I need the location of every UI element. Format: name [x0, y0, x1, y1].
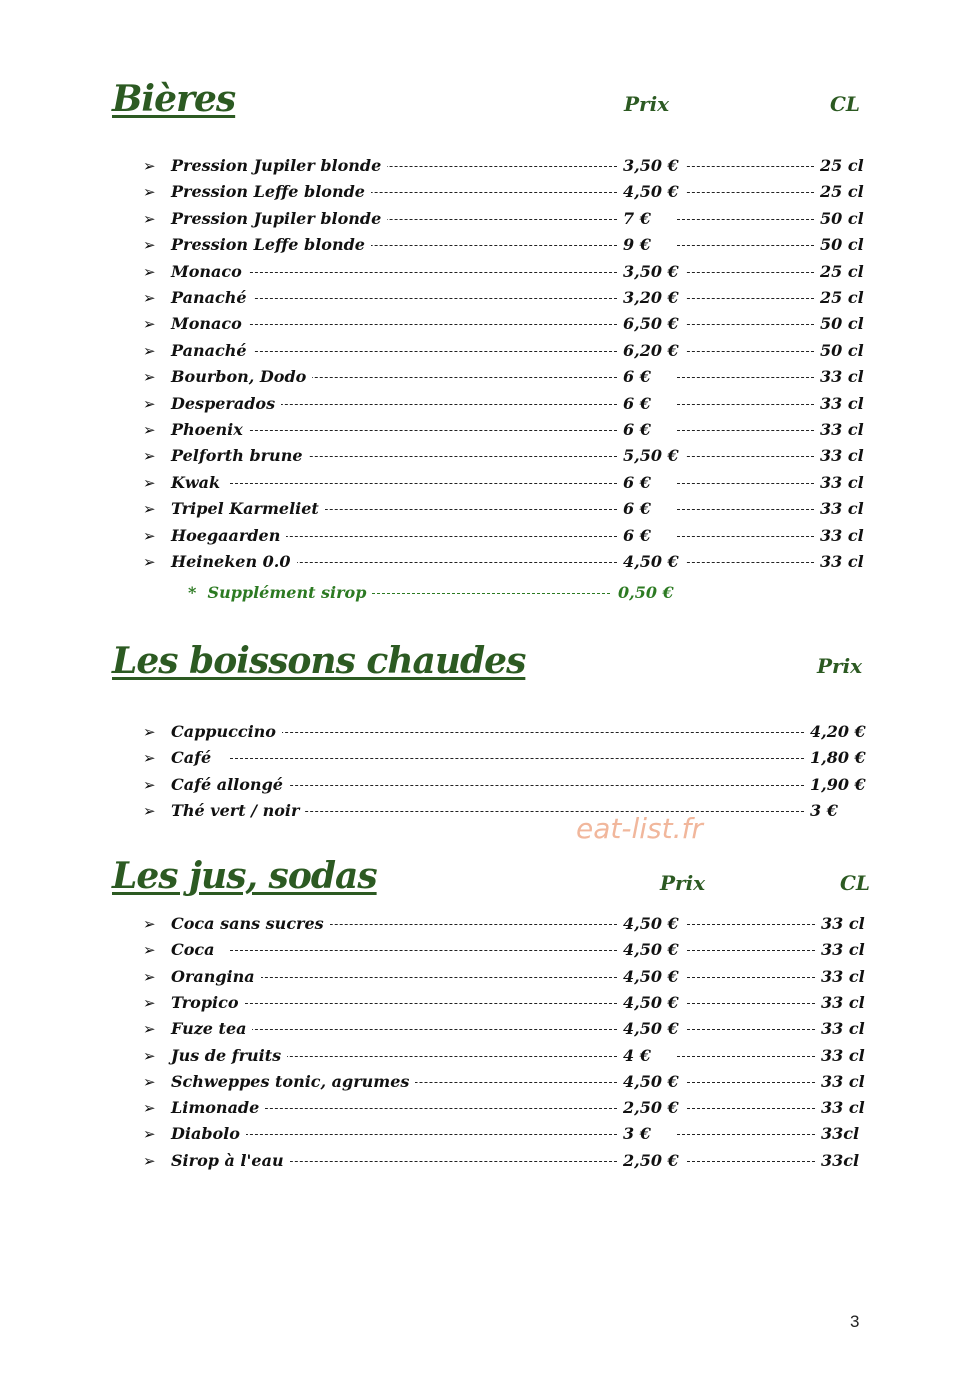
item-price: 6,50 €: [617, 311, 685, 337]
bullet-arrow-icon: ➢: [143, 1151, 156, 1170]
dot-leader: [230, 483, 617, 484]
dot-leader: [677, 351, 814, 352]
bullet-arrow-icon: ➢: [143, 1125, 156, 1144]
item-volume: 33 cl: [815, 1069, 865, 1095]
menu-row: [0, 443, 974, 469]
bullet-arrow-icon: ➢: [143, 915, 156, 933]
col-head-prix-chaudes: Prix: [817, 654, 863, 678]
bullet-arrow-icon: ➢: [143, 1020, 156, 1039]
bullet-arrow-icon: ➢: [143, 993, 156, 1012]
dot-leader: [677, 1082, 815, 1083]
item-price: 1,80 €: [804, 745, 872, 771]
menu-row: [0, 391, 974, 417]
item-volume: 50 cl: [814, 311, 864, 337]
menu-row: [0, 496, 974, 522]
dot-leader: [230, 1134, 617, 1135]
item-price: 4,50 €: [617, 937, 685, 963]
bullet-arrow-icon: ➢: [143, 183, 156, 202]
item-name: Panaché: [171, 338, 253, 364]
col-head-cl-jus: CL: [840, 871, 870, 895]
dot-leader: [677, 324, 814, 325]
menu-row: [0, 1121, 974, 1147]
item-volume: 25 cl: [814, 259, 864, 285]
item-price: 6 €: [617, 391, 657, 417]
item-volume: 33 cl: [815, 990, 865, 1016]
item-price: 5,50 €: [617, 443, 685, 469]
item-price: 3,50 €: [617, 153, 685, 179]
item-price: 6 €: [617, 496, 657, 522]
item-volume: 33 cl: [815, 937, 865, 963]
bullet-arrow-icon: ➢: [143, 394, 156, 413]
bullet-arrow-icon: ➢: [143, 1099, 156, 1118]
dot-leader: [677, 404, 814, 405]
dot-leader: [677, 456, 814, 457]
menu-row: [0, 719, 974, 745]
bullet-arrow-icon: ➢: [143, 775, 156, 794]
item-name: Schweppes tonic, agrumes: [171, 1069, 415, 1095]
item-name: Limonade: [171, 1095, 265, 1121]
item-volume: 50 cl: [814, 232, 864, 258]
item-price: 2,50 €: [617, 1148, 685, 1174]
item-name: Pression Jupiler blonde: [171, 206, 387, 232]
item-price: 4,50 €: [617, 1016, 685, 1042]
item-name: Panaché: [171, 285, 253, 311]
col-head-cl-bieres: CL: [830, 92, 860, 116]
dot-leader: [230, 351, 617, 352]
bullet-arrow-icon: ➢: [143, 262, 156, 281]
menu-row: [0, 1148, 974, 1174]
item-name: Phoenix: [171, 417, 249, 443]
bullet-arrow-icon: ➢: [143, 289, 156, 307]
menu-row: [0, 964, 974, 990]
item-volume: 33 cl: [814, 496, 864, 522]
item-name: Orangina: [171, 964, 261, 990]
item-price: 3 €: [617, 1121, 657, 1147]
dot-leader: [677, 1134, 815, 1135]
item-name: Jus de fruits: [171, 1043, 287, 1069]
dot-leader: [677, 950, 815, 951]
item-price: 4,50 €: [617, 990, 685, 1016]
item-price: 6 €: [617, 470, 657, 496]
dot-leader: [230, 977, 617, 978]
bullet-arrow-icon: ➢: [143, 553, 156, 571]
supplement-row: [0, 580, 974, 606]
menu-row: [0, 990, 974, 1016]
dot-leader: [677, 245, 814, 246]
menu-row: [0, 470, 974, 496]
item-price: 4,50 €: [617, 1069, 685, 1095]
item-name: Fuze tea: [171, 1016, 252, 1042]
item-name: Diabolo: [171, 1121, 246, 1147]
item-price: 6 €: [617, 417, 657, 443]
item-price: 7 €: [617, 206, 657, 232]
dot-leader: [677, 430, 814, 431]
dot-leader: [230, 536, 617, 537]
dot-leader: [677, 509, 814, 510]
dot-leader: [677, 1161, 815, 1162]
item-price: 9 €: [617, 232, 657, 258]
dot-leader: [230, 324, 617, 325]
bullet-arrow-icon: ➢: [143, 368, 156, 387]
menu-row: [0, 1069, 974, 1095]
item-name: Pression Leffe blonde: [171, 179, 371, 205]
item-name: Café: [171, 745, 217, 771]
item-price: 3,20 €: [617, 285, 685, 311]
dot-leader: [677, 272, 814, 273]
item-volume: 50 cl: [814, 206, 864, 232]
item-volume: 33 cl: [814, 549, 864, 575]
item-price: 4,50 €: [617, 911, 685, 937]
section-title-chaudes: Les boissons chaudes: [112, 640, 526, 682]
item-volume: 33 cl: [814, 523, 864, 549]
dot-leader: [230, 758, 804, 759]
dot-leader: [230, 298, 617, 299]
dot-leader: [230, 811, 804, 812]
dot-leader: [677, 1029, 815, 1030]
item-price: 6,20 €: [617, 338, 685, 364]
item-price: 6 €: [617, 523, 657, 549]
menu-row: [0, 1043, 974, 1069]
item-volume: 33 cl: [814, 391, 864, 417]
bullet-arrow-icon: ➢: [143, 157, 156, 175]
watermark: eat-list.fr: [576, 812, 703, 845]
dot-leader: [677, 298, 814, 299]
item-name: Pelforth brune: [171, 443, 309, 469]
bullet-arrow-icon: ➢: [143, 500, 156, 519]
item-volume: 33 cl: [814, 364, 864, 390]
item-volume: 33 cl: [814, 417, 864, 443]
item-price: 4,20 €: [804, 719, 872, 745]
bullet-arrow-icon: ➢: [143, 801, 156, 820]
dot-leader: [677, 1108, 815, 1109]
menu-row: [0, 549, 974, 575]
item-price: 2,50 €: [617, 1095, 685, 1121]
dot-leader: [230, 950, 617, 951]
item-volume: 33 cl: [815, 911, 865, 937]
item-name: Monaco: [171, 259, 248, 285]
item-volume: 33 cl: [814, 443, 864, 469]
item-volume: 50 cl: [814, 338, 864, 364]
item-price: 3 €: [804, 798, 844, 824]
menu-row: [0, 745, 974, 771]
menu-row: [0, 179, 974, 205]
dot-leader: [230, 430, 617, 431]
bullet-arrow-icon: ➢: [143, 447, 156, 466]
dot-leader: [230, 785, 804, 786]
item-price: 3,50 €: [617, 259, 685, 285]
col-head-prix-bieres: Prix: [624, 92, 670, 116]
dot-leader: [677, 483, 814, 484]
item-price: 1,90 €: [804, 772, 872, 798]
menu-row: [0, 523, 974, 549]
dot-leader: [230, 404, 617, 405]
bullet-arrow-icon: ➢: [143, 209, 156, 228]
menu-row: [0, 417, 974, 443]
item-price: 4 €: [617, 1043, 657, 1069]
item-name: Pression Jupiler blonde: [171, 153, 387, 179]
dot-leader: [230, 1003, 617, 1004]
dot-leader: [677, 1003, 815, 1004]
bullet-arrow-icon: ➢: [143, 236, 156, 255]
dot-leader: [230, 732, 804, 733]
menu-row: [0, 259, 974, 285]
dot-leader: [677, 166, 814, 167]
item-volume: 33 cl: [815, 1043, 865, 1069]
item-volume: 33 cl: [814, 470, 864, 496]
menu-row: [0, 911, 974, 937]
item-volume: 33cl: [815, 1148, 859, 1174]
item-name: Desperados: [171, 391, 281, 417]
dot-leader: [677, 562, 814, 563]
bullet-arrow-icon: ➢: [143, 941, 156, 960]
item-volume: 25 cl: [814, 153, 864, 179]
bullet-arrow-icon: ➢: [143, 473, 156, 492]
dot-leader: [230, 1029, 617, 1030]
bullet-arrow-icon: ➢: [143, 1072, 156, 1091]
item-volume: 33 cl: [815, 964, 865, 990]
item-name: Café allongé: [171, 772, 289, 798]
menu-row: [0, 1016, 974, 1042]
bullet-arrow-icon: ➢: [143, 341, 156, 360]
menu-row: [0, 364, 974, 390]
item-price: 6 €: [617, 364, 657, 390]
item-name: Sirop à l'eau: [171, 1148, 290, 1174]
menu-row: [0, 798, 974, 824]
col-head-prix-jus: Prix: [660, 871, 706, 895]
item-volume: 25 cl: [814, 285, 864, 311]
item-volume: 33cl: [815, 1121, 859, 1147]
item-name: Tropico: [171, 990, 245, 1016]
item-name: Tripel Karmeliet: [171, 496, 325, 522]
page-number: 3: [850, 1312, 860, 1331]
item-name: Bourbon, Dodo: [171, 364, 312, 390]
menu-row: [0, 1095, 974, 1121]
item-price: 4,50 €: [617, 964, 685, 990]
dot-leader: [677, 536, 814, 537]
bullet-arrow-icon: ➢: [143, 967, 156, 986]
bullet-arrow-icon: ➢: [143, 526, 156, 545]
item-name: Thé vert / noir: [171, 798, 305, 824]
item-name: Coca: [171, 937, 221, 963]
menu-row: [0, 153, 974, 179]
dot-leader: [677, 1056, 815, 1057]
item-price: 4,50 €: [617, 179, 685, 205]
bullet-arrow-icon: ➢: [143, 749, 156, 768]
supplement-label: * Supplément sirop: [188, 580, 372, 606]
dot-leader: [230, 272, 617, 273]
item-name: Heineken 0.0: [171, 549, 297, 575]
menu-row: [0, 338, 974, 364]
menu-row: [0, 772, 974, 798]
dot-leader: [230, 1108, 617, 1109]
dot-leader: [230, 1056, 617, 1057]
item-volume: 33 cl: [815, 1095, 865, 1121]
dot-leader: [677, 977, 815, 978]
item-name: Hoegaarden: [171, 523, 286, 549]
dot-leader: [677, 192, 814, 193]
item-name: Monaco: [171, 311, 248, 337]
dot-leader: [677, 219, 814, 220]
bullet-arrow-icon: ➢: [143, 1046, 156, 1065]
item-name: Coca sans sucres: [171, 911, 330, 937]
item-price: 4,50 €: [617, 549, 685, 575]
menu-row: [0, 285, 974, 311]
item-name: Kwak: [171, 470, 226, 496]
item-volume: 25 cl: [814, 179, 864, 205]
item-name: Pression Leffe blonde: [171, 232, 371, 258]
bullet-arrow-icon: ➢: [143, 723, 156, 741]
dot-leader: [677, 377, 814, 378]
dot-leader: [677, 924, 815, 925]
item-volume: 33 cl: [815, 1016, 865, 1042]
menu-row: [0, 232, 974, 258]
item-name: Cappuccino: [171, 719, 282, 745]
menu-row: [0, 937, 974, 963]
supplement-price: 0,50 €: [612, 580, 680, 606]
section-title-bieres: Bières: [112, 78, 236, 120]
menu-row: [0, 206, 974, 232]
section-title-jus: Les jus, sodas: [112, 855, 377, 897]
menu-row: [0, 311, 974, 337]
bullet-arrow-icon: ➢: [143, 421, 156, 439]
bullet-arrow-icon: ➢: [143, 315, 156, 334]
